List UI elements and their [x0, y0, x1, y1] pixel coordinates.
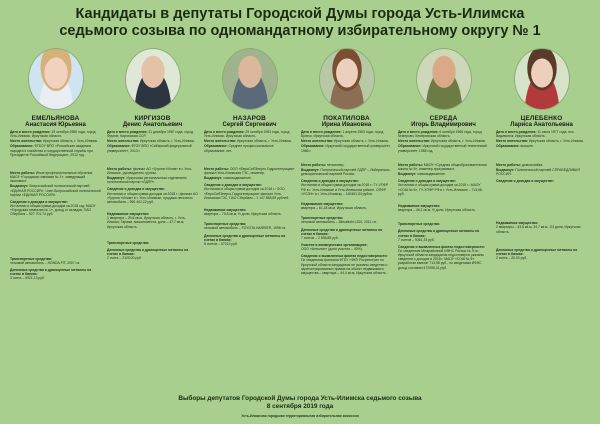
footer-line-1: Выборы депутатов Городской Думы города Усть-Илимска седьмого созыва [178, 395, 422, 402]
candidate-surname: ЕМЕЛЬЯНОВА [31, 115, 80, 122]
candidate-given-name: Ирина Ивановна [321, 122, 372, 128]
title-line-2: седьмого созыва по одномандатному избирательному округу № 1 [59, 23, 541, 39]
candidate-surname: ЦЕЛЕБЕНКО [520, 115, 563, 122]
candidate-bio: Дата и место рождения: 29 октября 1983 года, город Усть-Илимск, Иркутская область. Место жительства: Иркутская область, г. Усть-Илимск. Образование: Среднее профессиональное образование: нет. Место работы: ООО «ЕвроСибЭнерго-Гидрогенерация» филиал Усть-Илимская ГЭС, инженер. Выдвинут: самовыдвижение. Сведения о доходах и имуществе: Источники и общая сумма доходов за 2018 г.: ООО «ЕвроСибЭнерго-Гидрогенерация» филиал Усть-Илимская ГЭС, ПАО Сбербанк – 1 147 858,59 рублей. Недвижимое имущество: квартира – 75,8 кв.м, ½ доли, Иркутская область. Транспортные средства: легковой автомобиль – TOYOTA HARRIER, 1998 г.в. Денежные средства и драгоценные металлы на счетах в банках: 8 счетов – 67213 руб. [204, 130, 295, 246]
candidate-column [494, 48, 589, 261]
candidate-surname: СЕРЕДА [429, 115, 458, 122]
candidate-surname: ПОКАТИЛОВА [323, 115, 370, 122]
candidate-surname: КИРГИЗОВ [134, 115, 171, 122]
candidate-bio: Дата и место рождения: 19 октября 1986 года, город Усть-Илимск, Иркутская область. Место жительства: Иркутская область, г. Усть-Илимск. Образование: ФГБОУ ВПО «Российская академия народного хозяйства и государственной службы при Президенте Российской Федерации», 2012 год. Место работы: Иные профессиональные обучение, МАОУ «Городская гимназия № 1», заведующий экономист. Выдвинут: Всероссийской политической партией «ЕДИНАЯ РОССИЯ». Член Всероссийской политической партии «ЕДИНАЯ РОССИЯ». Сведения о доходах и имуществе: Источники и общая сумма доходов за 2018 год: МАОУ «Городская гимназия № 1», доход от вкладов, ПАО Сбербанк – 527 701,74 руб. Транспортные средства: легковой автомобиль – HONDA FIT, 2007 г.в. Денежные средства и драгоценные металлы на счетах в банках: 3 счета – 5921,13 руб. [10, 130, 101, 281]
candidate-column [299, 48, 394, 276]
candidate-column [8, 48, 103, 281]
candidate-photo [28, 48, 84, 110]
candidate-column [396, 48, 491, 271]
candidate-given-name: Анастасия Юрьевна [25, 122, 86, 128]
candidate-given-name: Игорь Владимирович [411, 122, 476, 128]
candidate-photo [416, 48, 472, 110]
election-footer [150, 395, 450, 410]
candidate-given-name: Денис Анатольевич [122, 122, 183, 128]
candidate-photo [319, 48, 375, 110]
candidate-bio: Дата и место рождения: 11 июля 1977 года, пос. Видимонск, Иркутская область. Место жительства: Иркутская область, г. Усть-Илимск. Образование: высшее. Место работы: домохозяйка. Выдвинут: Политической партией СПРАВЕДЛИВАЯ РОССИЯ. Сведения о доходах и имуществе: Недвижимое имущество: 2 квартиры – 43,6 кв.м, 34,7 кв.м, 1/3 доли, Иркутская область. Денежные средства и драгоценные металлы на счетах в банках: 2 счета – 20,00 руб. [496, 130, 584, 261]
candidate-photo [222, 48, 278, 110]
title-line-1: Кандидаты в депутаты Городской Думы города Усть-Илимска [75, 6, 525, 22]
candidate-surname: НАЗАРОВ [232, 115, 266, 122]
candidate-photo [125, 48, 181, 110]
candidate-column [105, 48, 200, 261]
candidate-bio: Дата и место рождения: 1 апреля 1963 года, город Братск, Иркутская область. Место жительства: Иркутская область, г. Усть-Илимск. Образование: Иркутский государственный университет, 1986 г. Место работы: пенсионер. Выдвинут: Политической партией ЛДПР – Либерально-демократической партией России. Сведения о доходах и имуществе: Источники и общая сумма доходов за 2018 г.: ГУ-УПФР РФ в г. Усть-Илимске и Усть-Илимском районе, ОПФР «УСЗН» и г. Усть-Илимску – 162451,34 рубля. Недвижимое имущество: квартира – 61,18 кв.м, Иркутская область. Транспортные средства: легковой автомобиль – Mitsubishi L200, 2011 г.в. Денежные средства и драгоценные металлы на счетах в банках: 7 счетов – 2 856,85 руб. Участие в коммерческих организациях: ООО «Апполон» (доля участия – 40%). Сведения о выявленных фактах недостоверности: По сведениям филиала ФГБУ «ФКП Росреестра» по Иркутской области кандидатом не указаны сведения о зарегистрированных правах на объект недвижимого имущества – квартира – 44,4 кв.м, Иркутская область. [301, 130, 391, 275]
candidate-given-name: Сергей Сергеевич [222, 122, 277, 128]
commission-note: Усть-Илимская городская территориальная избирательная комиссия [241, 414, 359, 418]
candidate-bio: Дата и место рождения: 6 октября 1965 года, город Кемерово, Кемеровская область. Место жительства: Иркутская область, г. Усть-Илимск. Образование: Иркутский государственный технический университет, 1988 год. Место работы: МАОУ «Средняя общеобразовательная школа № 5», инженер-программист. Выдвинут: самовыдвижение. Сведения о доходах и имуществе: Источники и общая сумма доходов за 2018 г.: МАОУ «СОШ № 5», ГУ-УПФР РФ в г. Усть-Илимске – 713,58 руб. Недвижимое имущество: квартира – 46,1 кв.м, ½ доли, Иркутская область. Транспортные средства: Денежные средства и драгоценные металлы на счетах в банках: 7 счетов – 9361,33 руб. Сведения о выявленных фактах недостоверности: По сведениям Межрайонной ИФНС России № 9 по Иркутской области кандидатом недостоверно указаны сведения о доходах в 2018 г. МАОУ «СОШ № 5» разработан выплат 713,58 руб., по сведениям ИФНС доход составил 472955,31 руб. [398, 130, 487, 270]
candidate-bio: Дата и место рождения: 21 декабря 1987 года, город Фрунзе, Киргизская ССР. Место жительства: Иркутская область, г. Усть-Илимск. Образование: ФГОУ ВПО «Сибирский федеральный университет», 2013 г. Место работы: филиал АО «Группа «Илим» в г. Усть-Илимске, руководитель группы. Выдвинут: Иркутским региональным отделением политической партии «ЛДПР». Сведения о доходах и имуществе: Источники и общая сумма доходов за 2018 г.: филиал АО «Группа «Илим» в г. Усть-Илимске, продажа легкового автомобиля – 960 402,22 руб. Недвижимое имущество: 1 квартира – 29,6 кв.м, Иркутская область, г. Усть-Илимск; Гаражи, машиноместа, доля – 47,7 кв.м, Иркутская область. Транспортные средства: Денежные средства и драгоценные металлы на счетах в банках: 2 счета – 2120,00 руб. [107, 130, 198, 261]
candidate-column [202, 48, 297, 247]
candidate-given-name: Лариса Анатольевна [510, 122, 573, 128]
candidate-photo [514, 48, 570, 110]
poster-title [0, 6, 600, 40]
footer-line-2: 8 сентября 2019 года [266, 402, 334, 410]
